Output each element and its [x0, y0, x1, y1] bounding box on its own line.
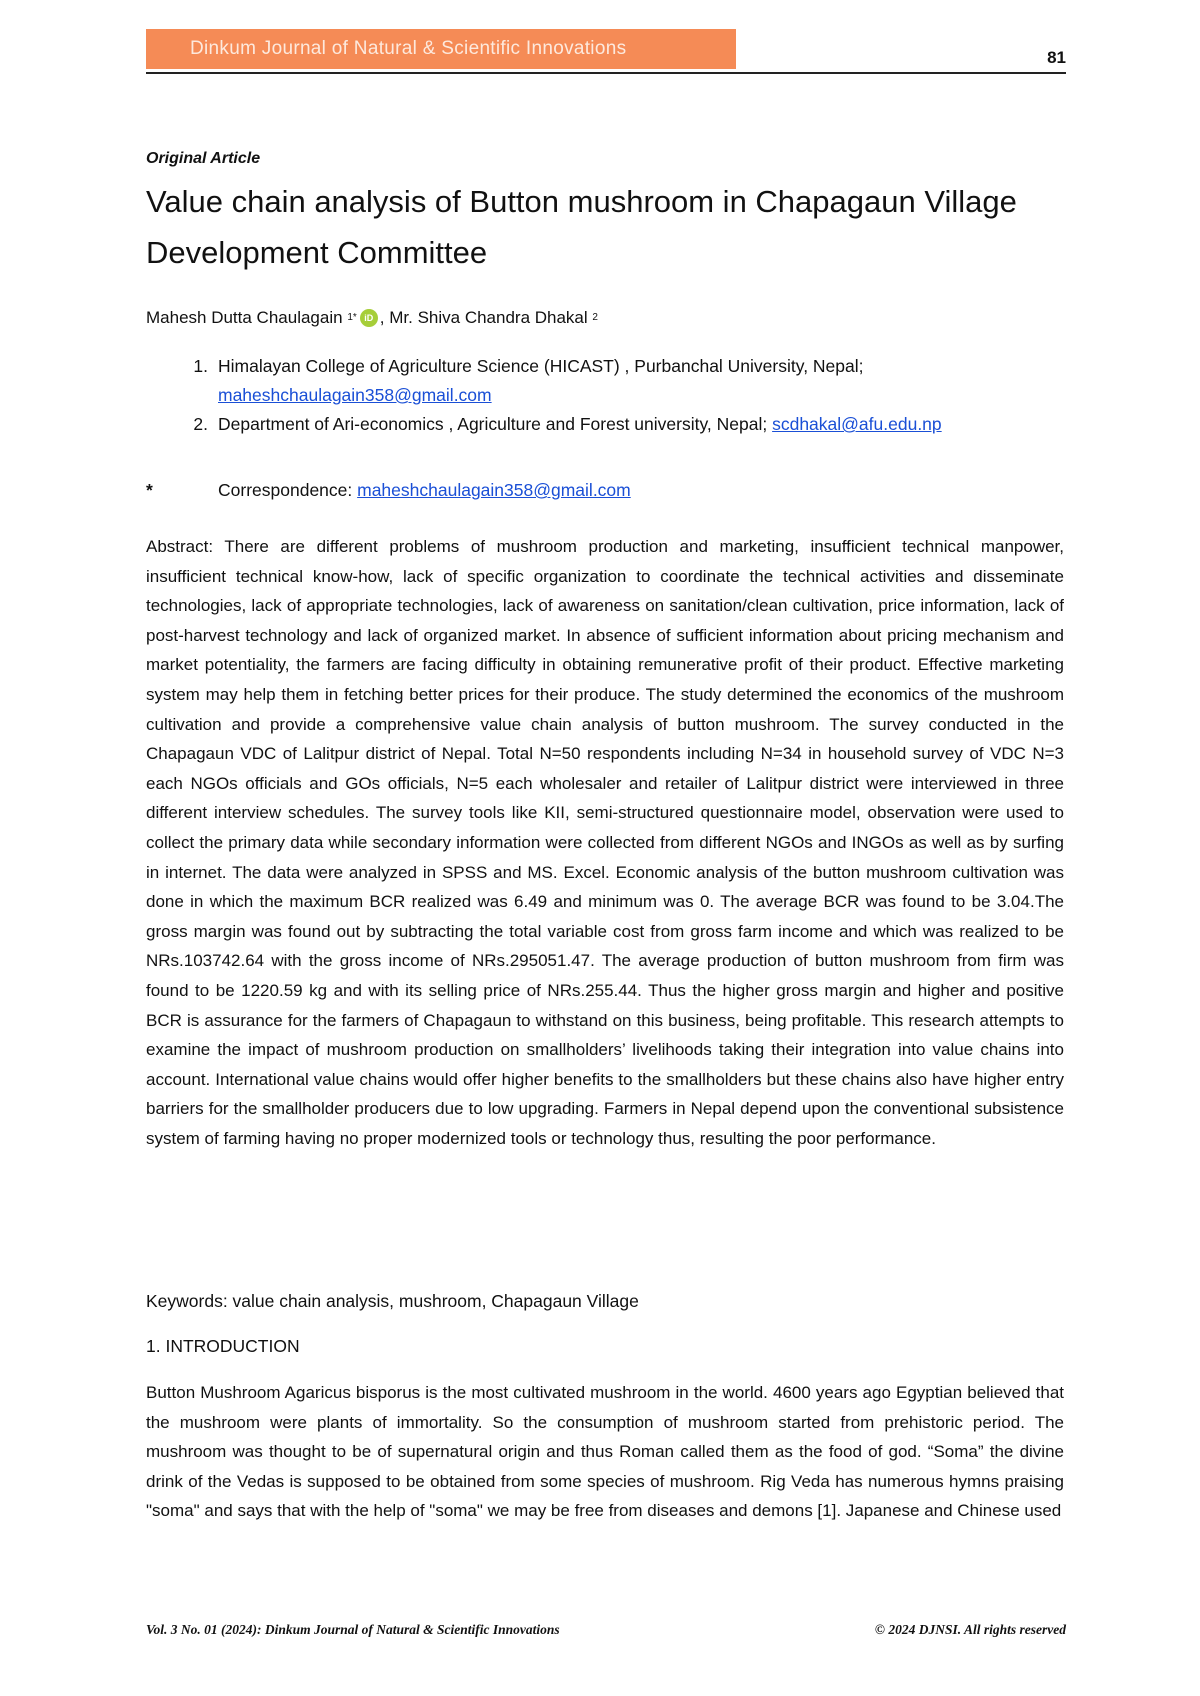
abstract-paragraph: Abstract: There are different problems of mushroom production and marketing, insufficient technical manpower, insufficient technical know-how, lack of specific organization to coordinate the technical activities and disseminate technologies, lack of appropriate technologies, lack of awareness on sanitation/clean cultivation, price information, lack of post-harvest technology and lack of organized market. In absence of sufficient information about pricing mechanism and market potentiality, the farmers are facing difficulty in obtaining remunerative profit of their product. Effective marketing system may help them in fetching better prices for their produce. The study determined the economics of the mushroom cultivation and provide a comprehensive value chain analysis of button mushroom. The survey conducted in the Chapagaun VDC of Lalitpur district of Nepal. Total N=50 respondents including N=34 in household survey of VDC N=3 each NGOs officials and GOs officials, N=5 each wholesaler and retailer of Lalitpur district were interviewed in three different interview schedules. The survey tools like KII, semi-structured questionnaire model, observation were used to collect the primary data while secondary information were collected from different NGOs and INGOs as well as by surfing in internet. The data were analyzed in SPSS and MS. Excel. Economic analysis of the button mushroom cultivation was done in which the maximum BCR realized was 6.49 and minimum was 0. The average BCR was found to be 3.04.The gross margin was found out by subtracting the total variable cost from gross farm income and which was realized to be NRs.103742.64 with the gross income of NRs.295051.47. The average production of button mushroom from firm was found to be 1220.59 kg and with its selling price of NRs.255.44. Thus the higher gross margin and higher and positive BCR is assurance for the farmers of Chapagaun to withstand on this business, being profitable. This research attempts to examine the impact of mushroom production on smallholders’ livelihoods taking their integration into value chains into account. International value chains would offer higher benefits to the smallholders but these chains also have higher entry barriers for the smallholder producers due to low upgrading. Farmers in Nepal depend upon the conventional subsistence system of farming having no proper modernized tools or technology thus, resulting the poor performance. — [146, 537, 1064, 1148]
author-name: Mahesh Dutta Chaulagain — [146, 308, 343, 327]
correspondence-label: Correspondence: — [218, 480, 353, 500]
section-heading-introduction: 1. INTRODUCTION — [146, 1336, 300, 1356]
keywords: Keywords: value chain analysis, mushroom, Chapagaun Village — [146, 1291, 639, 1311]
affiliation-institution: Department of Ari-economics , Agriculture and Forest university, Nepal; — [218, 414, 768, 434]
orcid-icon[interactable]: iD — [360, 309, 378, 327]
correspondence-email-link[interactable]: maheshchaulagain358@gmail.com — [357, 480, 631, 500]
journal-name: Dinkum Journal of Natural & Scientific Innovations — [190, 38, 627, 59]
affiliation-text — [218, 410, 1076, 439]
article-title: Value chain analysis of Button mushroom in Chapagaun Village Development Committee — [146, 184, 1017, 270]
correspondence — [146, 476, 631, 504]
header-divider — [146, 72, 1066, 74]
affiliation-text — [218, 352, 1076, 410]
author-line: Mahesh Dutta Chaulagain 1* iD , Mr. Shiva Chandra Dhakal 2 — [146, 306, 598, 330]
author-separator: , — [379, 308, 385, 327]
page-number: 81 — [1047, 48, 1066, 67]
author-name: Mr. Shiva Chandra Dhakal — [389, 308, 588, 327]
footer-citation: Vol. 3 No. 01 (2024): Dinkum Journal of Natural & Scientific Innovations — [146, 1622, 560, 1637]
affiliation-item — [146, 410, 1076, 439]
correspondence-marker: * — [146, 480, 153, 500]
introduction-paragraph: Button Mushroom Agaricus bisporus is the most cultivated mushroom in the world. 4600 years ago Egyptian believed that the mushroom were plants of immortality. So the consumption of mushroom started from prehistoric period. The mushroom was thought to be of supernatural origin and thus Roman called them as the food of god. “Soma” the divine drink of the Vedas is supposed to be obtained from some species of mushroom. Rig Veda has numerous hymns praising "soma" and says that with the help of "soma" we may be free from diseases and demons [1]. Japanese and Chinese used — [146, 1383, 1064, 1521]
footer-copyright: © 2024 DJNSI. All rights reserved — [874, 1622, 1066, 1637]
affiliation-email-link[interactable]: scdhakal@afu.edu.np — [772, 414, 942, 434]
affiliation-email-link[interactable]: maheshchaulagain358@gmail.com — [218, 385, 492, 405]
affiliation-institution: Himalayan College of Agriculture Science (HICAST) , Purbanchal University, Nepal; — [218, 356, 864, 376]
affiliation-list — [146, 352, 1076, 439]
journal-banner — [146, 29, 736, 69]
article-type: Original Article — [146, 150, 261, 167]
affiliation-item — [146, 352, 1076, 410]
affiliation-number: 1. — [193, 356, 208, 376]
affiliation-number: 2. — [193, 414, 208, 434]
